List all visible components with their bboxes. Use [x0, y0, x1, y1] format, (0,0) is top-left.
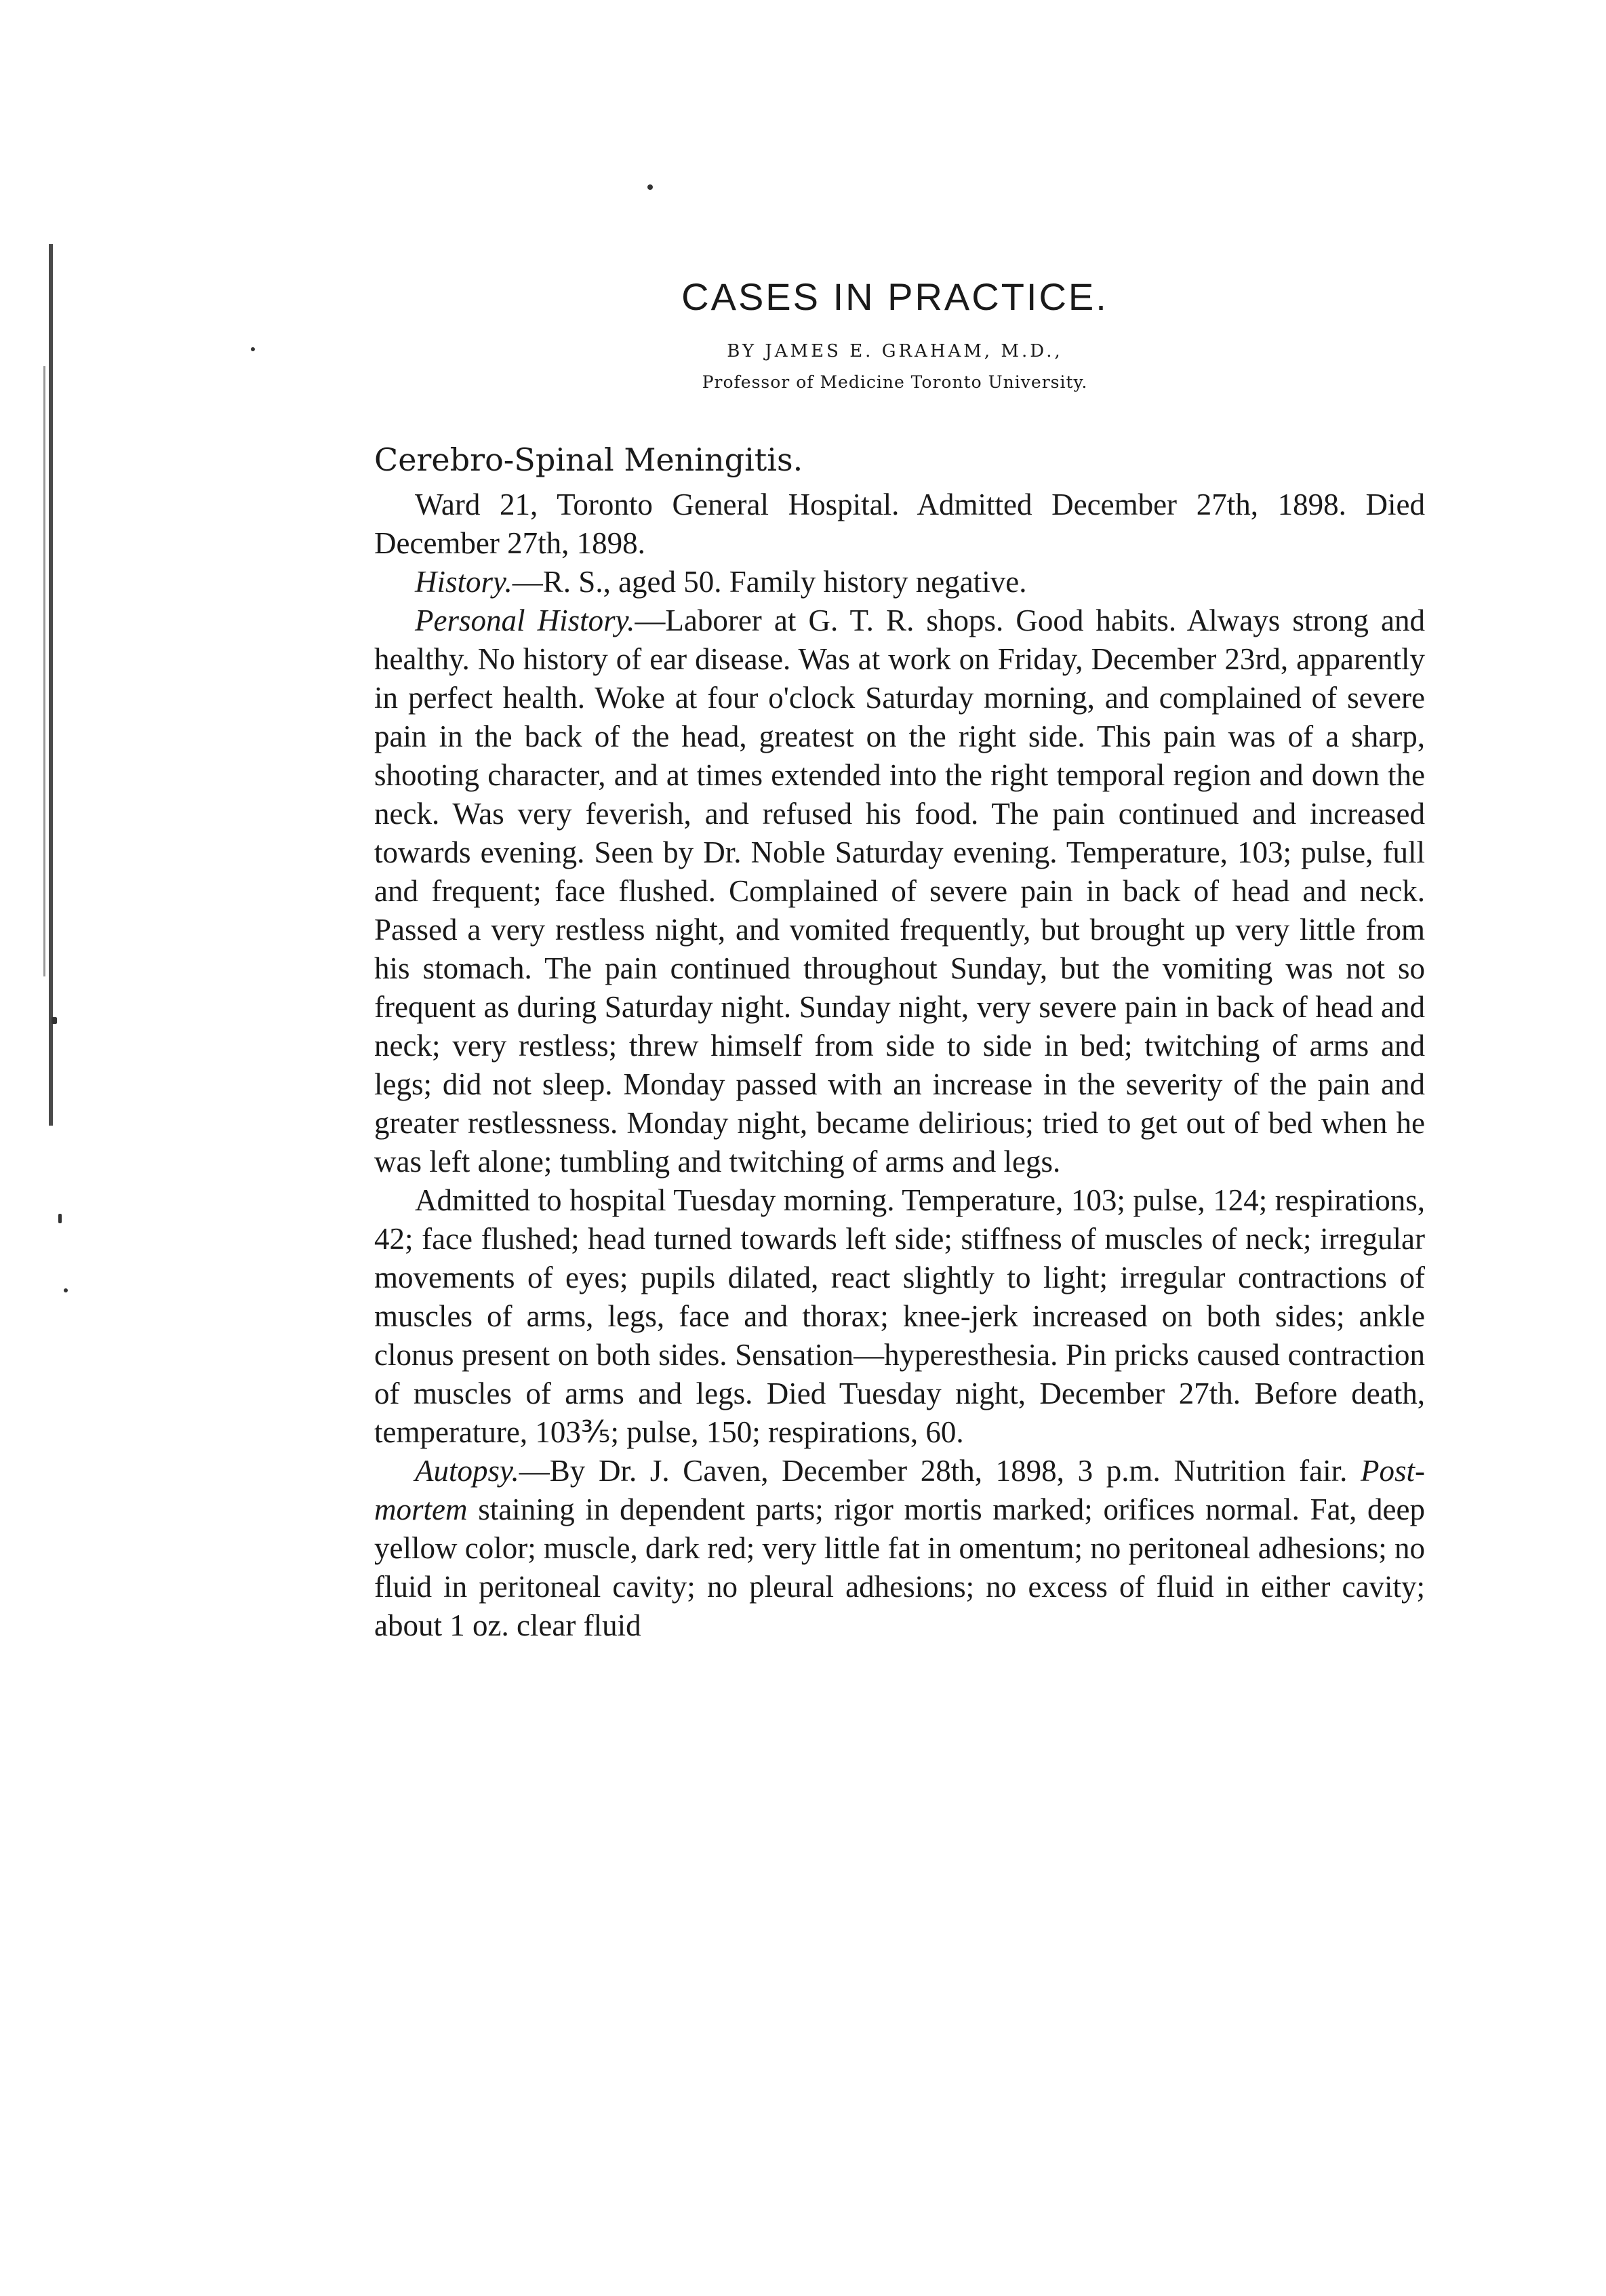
- paragraph-history: [374, 563, 1425, 601]
- autopsy-italic-term: Post-mortem: [374, 1454, 1425, 1526]
- author-affiliation: Professor of Medicine Toronto University.: [702, 372, 1088, 392]
- paragraph-admission: Ward 21, Toronto General Hospital. Admitted December 27th, 1898. Died December 27th, 1898.: [374, 488, 1425, 560]
- paragraph-personal-history: [374, 601, 1425, 1181]
- history-text: —R. S., aged 50. Family history negative.: [512, 565, 1027, 599]
- binding-edge-mark-secondary: [43, 366, 45, 976]
- autopsy-text-b: staining in dependent parts; rigor mortis marked; orifices normal. Fat, deep yellow color; muscle, dark red; very little fat in omentum; no peritoneal adhesions; no fluid in peritoneal cavity; no pleural adhesions; no excess of fluid in either cavity; about 1 oz. clear fluid: [374, 1492, 1425, 1642]
- history-label: History.: [415, 565, 513, 599]
- autopsy-label: Autopsy.: [415, 1454, 519, 1488]
- case-body: [374, 486, 1425, 1645]
- article-header: [366, 270, 1424, 395]
- paragraph-autopsy: [374, 1452, 1425, 1645]
- author-byline: BY JAMES E. GRAHAM, M.D.,: [727, 341, 1063, 361]
- case-heading: Cerebro-Spinal Meningitis.: [374, 441, 803, 478]
- scan-speck: [52, 1017, 57, 1024]
- scan-speck: [647, 184, 653, 190]
- scan-speck: [251, 347, 255, 351]
- personal-history-label: Personal History.: [415, 603, 635, 637]
- binding-edge-mark: [49, 244, 53, 1126]
- article-title: CASES IN PRACTICE.: [681, 275, 1108, 318]
- autopsy-text-a: —By Dr. J. Caven, December 28th, 1898, 3 p.m. Nutrition fair.: [519, 1454, 1361, 1488]
- paragraph-hospital-admission: Admitted to hospital Tuesday morning. Temperature, 103; pulse, 124; respirations, 42; face flushed; head turned towards left side; stiffness of muscles of neck; irregular movements of eyes; pupils dilated, react slightly to light; irregular contractions of muscles of arms, legs, face and thorax; knee-jerk increased on both sides; ankle clonus present on both sides. Sensation—hyperesthesia. Pin pricks caused contraction of muscles of arms and legs. Died Tuesday night, December 27th. Before death, temperature, 103⅗; pulse, 150; respirations, 60.: [374, 1183, 1425, 1449]
- scan-speck: [58, 1214, 62, 1223]
- scan-speck: [64, 1288, 68, 1292]
- personal-history-text: —Laborer at G. T. R. shops. Good habits. Always strong and healthy. No history of ear disease. Was at work on Friday, December 23rd, apparently in perfect health. Woke at four o'clock Saturday morning, and complained of severe pain in the back of the head, greatest on the right side. This pain was of a sharp, shooting character, and at times extended into the right temporal region and down the neck. Was very feverish, and refused his food. The pain continued and increased towards evening. Seen by Dr. Noble Saturday evening. Temperature, 103; pulse, full and frequent; face flushed. Complained of severe pain in back of head and neck. Passed a very restless night, and vomited frequently, but brought up very little from his stomach. The pain continued throughout Sunday, but the vomiting was not so frequent as during Saturday night. Sunday night, very severe pain in back of head and neck; very restless; threw himself from side to side in bed; twitching of arms and legs; did not sleep. Monday passed with an increase in the severity of the pain and greater restlessness. Monday night, became delirious; tried to get out of bed when he was left alone; tumbling and twitching of arms and legs.: [374, 603, 1425, 1179]
